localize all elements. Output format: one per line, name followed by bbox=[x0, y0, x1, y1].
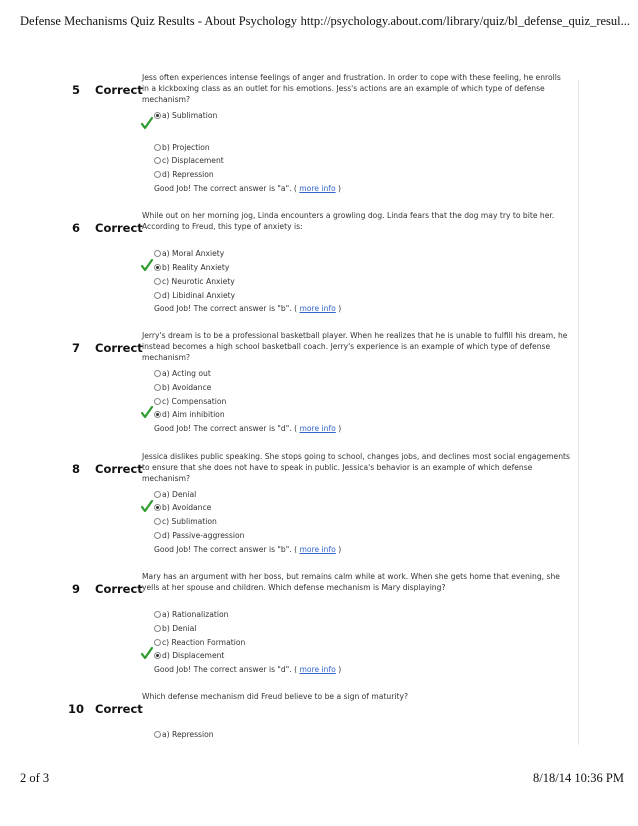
feedback-text: Good Job! The correct answer is "d". ( bbox=[154, 424, 300, 433]
option-label: b) Reality Anxiety bbox=[162, 263, 230, 272]
radio-button[interactable] bbox=[154, 171, 161, 178]
option-label: d) Passive-aggression bbox=[162, 531, 245, 540]
option-label: b) Avoidance bbox=[162, 383, 212, 392]
radio-button[interactable] bbox=[154, 532, 161, 539]
option-label: c) Reaction Formation bbox=[162, 638, 246, 647]
answer-feedback bbox=[154, 183, 341, 194]
question-number: 7 bbox=[71, 341, 80, 355]
question-status: Correct bbox=[95, 221, 143, 235]
option-c[interactable] bbox=[154, 396, 226, 407]
page-url: http://psychology.about.com/library/quiz/bl_defense_quiz_resul... bbox=[300, 14, 630, 28]
check-mark-icon bbox=[141, 500, 153, 513]
radio-button[interactable] bbox=[154, 250, 161, 257]
feedback-text: Good Job! The correct answer is "b". ( bbox=[154, 304, 300, 313]
radio-button[interactable] bbox=[154, 731, 161, 738]
feedback-close: ) bbox=[335, 184, 341, 193]
option-d[interactable] bbox=[154, 530, 244, 541]
radio-selected[interactable] bbox=[154, 112, 161, 119]
more-info-link[interactable]: more info bbox=[299, 665, 336, 674]
question-number: 10 bbox=[67, 702, 84, 716]
option-label: d) Repression bbox=[162, 170, 214, 179]
option-label: a) Acting out bbox=[162, 369, 211, 378]
radio-selected[interactable] bbox=[154, 264, 161, 271]
option-a[interactable] bbox=[154, 489, 196, 500]
option-d[interactable] bbox=[154, 409, 225, 420]
radio-button[interactable] bbox=[154, 370, 161, 377]
question-status: Correct bbox=[95, 83, 143, 97]
question-status: Correct bbox=[95, 702, 143, 716]
option-c[interactable] bbox=[154, 155, 224, 166]
option-b[interactable] bbox=[154, 623, 196, 634]
option-b[interactable] bbox=[154, 142, 210, 153]
option-label: a) Denial bbox=[162, 490, 197, 499]
page-number: 2 of 3 bbox=[20, 771, 50, 785]
option-label: b) Denial bbox=[162, 624, 197, 633]
feedback-close: ) bbox=[335, 665, 342, 674]
question-status: Correct bbox=[95, 341, 143, 355]
question-text: Jessica dislikes public speaking. She stops going to school, changes jobs, and declines most social engagements to ensure that she does not have to speak in public. Jessica's behavior is an example of which defense mechanism? bbox=[142, 452, 570, 483]
radio-selected[interactable] bbox=[154, 411, 161, 418]
option-a[interactable] bbox=[154, 248, 224, 259]
feedback-close: ) bbox=[335, 304, 342, 313]
question-text: Jerry's dream is to be a professional basketball player. When he realizes that he is unable to fulfill his dream, he instead becomes a high school basketball coach. Jerry's experience is an example of which type of defense mechanism? bbox=[142, 331, 568, 362]
option-label: a) Moral Anxiety bbox=[162, 249, 225, 258]
radio-button[interactable] bbox=[154, 157, 161, 164]
page-title: Defense Mechanisms Quiz Results - About Psychology bbox=[20, 14, 298, 28]
feedback-close: ) bbox=[335, 545, 342, 554]
radio-button[interactable] bbox=[154, 491, 161, 498]
option-label: d) Displacement bbox=[162, 651, 225, 660]
radio-button[interactable] bbox=[154, 398, 161, 405]
print-footer bbox=[20, 771, 624, 791]
option-label: c) Sublimation bbox=[162, 517, 217, 526]
question-status: Correct bbox=[95, 582, 143, 596]
option-d[interactable] bbox=[154, 169, 214, 180]
option-c[interactable] bbox=[154, 276, 235, 287]
option-a[interactable] bbox=[154, 609, 228, 620]
option-label: d) Aim inhibition bbox=[162, 410, 225, 419]
option-b[interactable] bbox=[154, 262, 229, 273]
answer-feedback bbox=[154, 544, 341, 555]
option-label: a) Sublimation bbox=[162, 111, 218, 120]
answer-feedback bbox=[154, 303, 341, 314]
question-text: Jess often experiences intense feelings of anger and frustration. In order to cope with these feeling, he enrolls in a kickboxing class as an outlet for his emotions. Jess's actions are an example of which type of defense mechanism? bbox=[142, 73, 561, 104]
option-label: a) Rationalization bbox=[162, 610, 229, 619]
feedback-text: Good Job! The correct answer is "b". ( bbox=[154, 545, 300, 554]
radio-button[interactable] bbox=[154, 639, 161, 646]
more-info-link[interactable]: more info bbox=[299, 424, 336, 433]
radio-button[interactable] bbox=[154, 518, 161, 525]
option-b[interactable] bbox=[154, 502, 211, 513]
question-text: Which defense mechanism did Freud believe to be a sign of maturity? bbox=[142, 692, 408, 701]
answer-feedback bbox=[154, 423, 341, 434]
check-mark-icon bbox=[141, 117, 153, 130]
radio-button[interactable] bbox=[154, 292, 161, 299]
option-a[interactable] bbox=[154, 110, 217, 121]
option-d[interactable] bbox=[154, 290, 235, 301]
option-label: d) Libidinal Anxiety bbox=[162, 291, 236, 300]
option-b[interactable] bbox=[154, 382, 211, 393]
print-header bbox=[20, 14, 630, 34]
question-number: 9 bbox=[71, 582, 80, 596]
print-datetime: 8/18/14 10:36 PM bbox=[533, 771, 624, 785]
check-mark-icon bbox=[141, 406, 153, 419]
radio-selected[interactable] bbox=[154, 652, 161, 659]
option-label: c) Compensation bbox=[162, 397, 227, 406]
question-number: 5 bbox=[71, 83, 80, 97]
check-mark-icon bbox=[141, 647, 153, 660]
radio-button[interactable] bbox=[154, 278, 161, 285]
more-info-link[interactable]: more info bbox=[299, 184, 336, 193]
radio-selected[interactable] bbox=[154, 504, 161, 511]
question-text: While out on her morning jog, Linda encounters a growling dog. Linda fears that the dog may try to bite her. According to Freud, this type of anxiety is: bbox=[142, 211, 555, 231]
radio-button[interactable] bbox=[154, 144, 161, 151]
option-label: b) Avoidance bbox=[162, 503, 212, 512]
radio-button[interactable] bbox=[154, 625, 161, 632]
answer-feedback bbox=[154, 664, 341, 675]
question-text: Mary has an argument with her boss, but remains calm while at work. When she gets home that evening, she yells at her spouse and children. Which defense mechanism is Mary displaying? bbox=[142, 572, 560, 592]
check-mark-icon bbox=[141, 259, 153, 272]
option-label: b) Projection bbox=[162, 143, 210, 152]
option-label: c) Displacement bbox=[162, 156, 224, 165]
option-label: c) Neurotic Anxiety bbox=[162, 277, 235, 286]
radio-button[interactable] bbox=[154, 611, 161, 618]
question-status: Correct bbox=[95, 462, 143, 476]
option-c[interactable] bbox=[154, 516, 217, 527]
radio-button[interactable] bbox=[154, 384, 161, 391]
option-d[interactable] bbox=[154, 650, 224, 661]
feedback-text: Good Job! The correct answer is "d". ( bbox=[154, 665, 300, 674]
more-info-link[interactable]: more info bbox=[299, 304, 336, 313]
question-number: 8 bbox=[71, 462, 80, 476]
content-edge-divider bbox=[578, 80, 579, 745]
feedback-close: ) bbox=[335, 424, 342, 433]
option-a[interactable] bbox=[154, 729, 214, 740]
feedback-text: Good Job! The correct answer is "a". ( bbox=[154, 184, 300, 193]
option-a[interactable] bbox=[154, 368, 211, 379]
question-number: 6 bbox=[71, 221, 80, 235]
more-info-link[interactable]: more info bbox=[299, 545, 336, 554]
option-label: a) Repression bbox=[162, 730, 214, 739]
option-c[interactable] bbox=[154, 637, 245, 648]
